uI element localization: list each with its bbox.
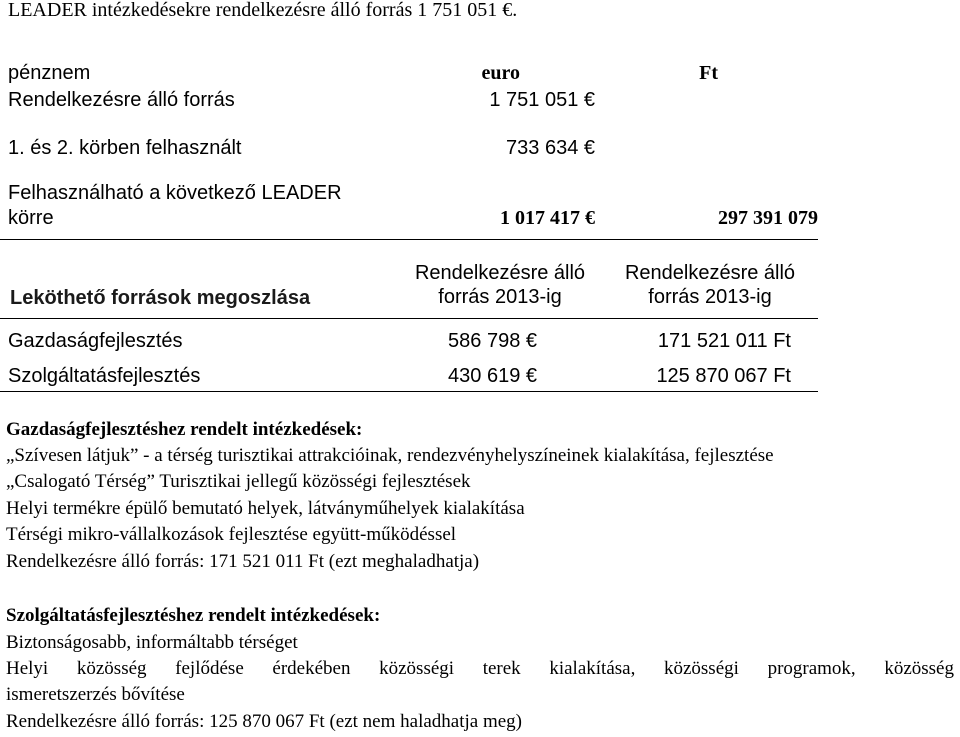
table-divider-top — [0, 239, 818, 240]
table-row-economy-euro: 586 798 € — [448, 330, 537, 352]
list-item: „Csalogató Térség” Turisztikai jellegű közösségi fejlesztések — [6, 471, 471, 492]
services-available-funds: Rendelkezésre álló forrás: 125 870 067 Ft (ezt nem haladhatja meg) — [6, 711, 522, 732]
allocation-header-divider — [0, 318, 818, 319]
allocation-header-col1: Rendelkezésre álló forrás 2013-ig — [414, 262, 586, 308]
next-round-ft: 297 391 079 — [718, 207, 818, 229]
currency-ft-header: Ft — [699, 62, 718, 84]
next-round-label-line2: körre — [8, 207, 54, 229]
allocation-header-col2: Rendelkezésre álló forrás 2013-ig — [624, 262, 796, 308]
list-item: Biztonságosabb, informáltabb térséget — [6, 632, 298, 653]
table-row-economy-ft: 171 521 011 Ft — [657, 330, 791, 352]
allocation-header-label: Leköthető források megoszlása — [10, 287, 311, 309]
list-item: „Szívesen látjuk” - a térség turisztikai attrakcióinak, rendezvényhelyszíneinek kialakítása, fejlesztése — [6, 445, 774, 466]
available-funds-euro: 1 751 051 € — [489, 89, 595, 111]
currency-euro-header: euro — [481, 62, 520, 84]
table-row-economy-label: Gazdaságfejlesztés — [8, 330, 183, 352]
economy-available-funds: Rendelkezésre álló forrás: 171 521 011 Ft (ezt meghaladhatja) — [6, 551, 480, 572]
page-title: LEADER intézkedésekre rendelkezésre álló forrás 1 751 051 €. — [8, 0, 518, 21]
currency-label: pénznem — [8, 62, 91, 84]
list-item: Helyi termékre épülő bemutató helyek, látványműhelyek kialakítása — [6, 498, 525, 519]
economy-measures-heading: Gazdaságfejlesztéshez rendelt intézkedések: — [6, 419, 363, 440]
used-funds-euro: 733 634 € — [506, 137, 595, 159]
services-measures-heading: Szolgáltatásfejlesztéshez rendelt intézkedések: — [6, 605, 381, 626]
list-item-continuation: ismeretszerzés bővítése — [6, 684, 185, 705]
list-item: Helyi közösség fejlődése érdekében közösségi terek kialakítása, közösségi programok, közösség — [6, 658, 954, 679]
available-funds-label: Rendelkezésre álló forrás — [8, 89, 235, 111]
table-divider-bottom — [0, 391, 818, 392]
table-row-services-euro: 430 619 € — [448, 365, 537, 387]
next-round-euro: 1 017 417 € — [500, 207, 595, 229]
table-row-services-ft: 125 870 067 Ft — [656, 365, 791, 387]
list-item: Térségi mikro-vállalkozások fejlesztése együtt-működéssel — [6, 524, 457, 545]
table-row-services-label: Szolgáltatásfejlesztés — [8, 365, 201, 387]
used-funds-label: 1. és 2. körben felhasznált — [8, 137, 242, 159]
next-round-label-line1: Felhasználható a következő LEADER — [8, 182, 342, 204]
